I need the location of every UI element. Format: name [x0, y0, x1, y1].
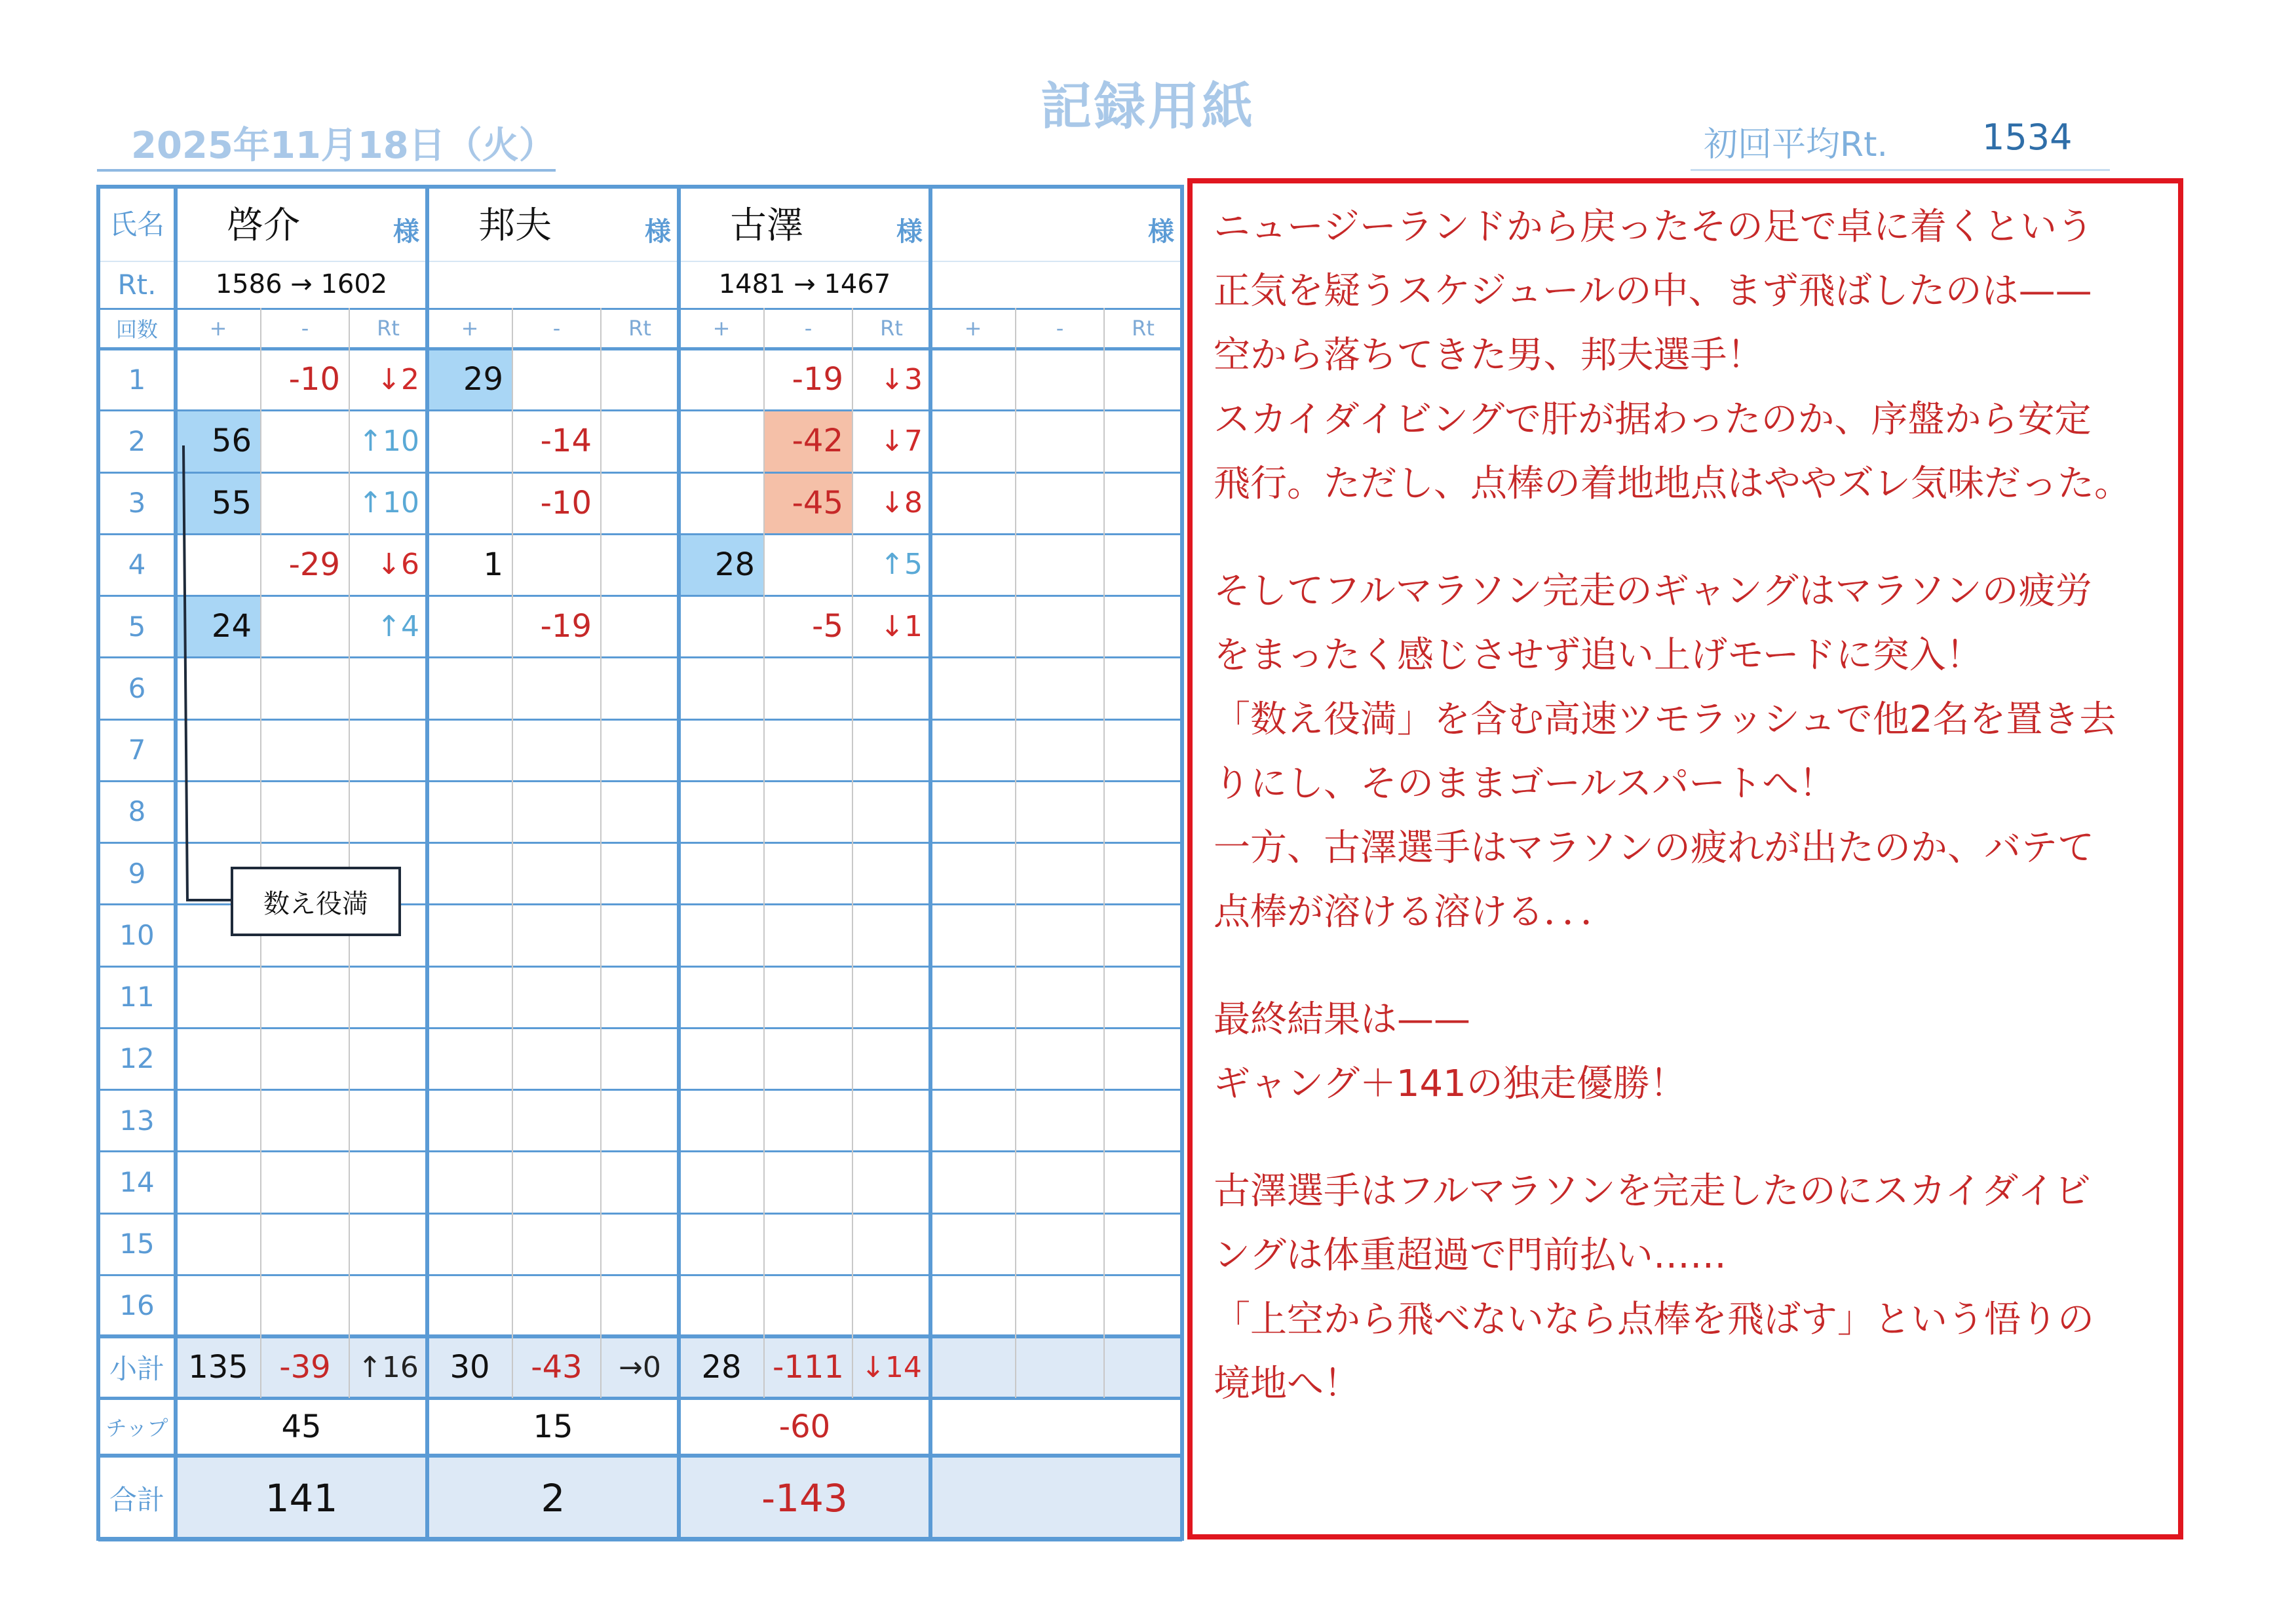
rating-change: [601, 410, 679, 472]
page-title: 記録用紙: [1040, 77, 1255, 136]
subtotal-rating: ↓14: [861, 1350, 922, 1384]
round-number: 1: [128, 363, 146, 396]
player-rating-change: 1586 → 1602: [215, 269, 388, 299]
subtotal-plus: 135: [188, 1349, 248, 1386]
initial-avg-rating-label: 初回平均Rt.: [1704, 125, 1888, 164]
rating-change: [601, 595, 679, 657]
col-header-minus: -: [301, 316, 309, 341]
subtotal-plus: 28: [701, 1349, 742, 1386]
chip-value: -60: [778, 1408, 831, 1445]
rating-change: ↓6: [377, 548, 419, 582]
score-minus: [512, 349, 601, 410]
rating-change: ↓7: [880, 424, 923, 458]
round-number: 8: [128, 795, 146, 828]
commentary-spacer: [1214, 516, 2178, 559]
score-minus: -42: [792, 423, 843, 460]
subtotal-minus: [1016, 1336, 1104, 1398]
honorific-label: 様: [1148, 216, 1174, 247]
commentary-line: 点棒が溶ける溶ける．．．: [1214, 891, 1617, 934]
chip-value: 45: [281, 1408, 322, 1445]
round-number: 11: [119, 981, 155, 1013]
commentary-line: そしてフルマラソン完走のギャングはマラソンの疲労: [1214, 570, 2092, 613]
commentary-line: 飛行。ただし、点棒の着地地点はややズレ気味だった。: [1214, 463, 2131, 505]
initial-avg-underline: [1691, 169, 2110, 171]
round-number: 16: [119, 1289, 155, 1322]
score-minus: -19: [792, 361, 843, 398]
chip-value: [930, 1398, 1182, 1456]
rating-change: [601, 472, 679, 534]
round-number: 5: [128, 610, 146, 643]
commentary-line: 古澤選手はフルマラソンを完走したのにスカイダイビ: [1214, 1170, 2091, 1213]
player-rating-change: 1481 → 1467: [718, 269, 891, 299]
total-value: -143: [761, 1476, 848, 1520]
col-header-plus: +: [461, 316, 479, 341]
commentary-line: ニュージーランドから戻ったその足で卓に着くという: [1214, 206, 2094, 248]
commentary-line: 空から落ちてきた男、邦夫選手！: [1214, 334, 1764, 377]
grid-subline: [1015, 308, 1016, 1398]
commentary-line: 「上空から飛べないなら点棒を飛ばす」という悟りの: [1214, 1298, 2094, 1341]
commentary-line: ングは体重超過で門前払い……: [1214, 1234, 1727, 1277]
honorific-label: 様: [645, 216, 671, 247]
score-plus: 29: [463, 361, 503, 398]
score-minus: -14: [540, 423, 592, 460]
score-minus: -5: [812, 608, 843, 645]
player-name: [930, 185, 1143, 261]
col-header-plus: +: [209, 316, 227, 341]
date-label: 2025年11月18日（火）: [131, 124, 556, 167]
player-rating-change: [427, 261, 679, 308]
col-header-minus: -: [1056, 316, 1064, 341]
subtotal-rating: →0: [619, 1350, 661, 1384]
col-header-rt: Rt: [1132, 316, 1155, 341]
round-number: 7: [128, 734, 146, 766]
commentary-spacer: [1214, 945, 2178, 988]
round-number: 3: [128, 487, 146, 519]
rating-change: ↓2: [377, 362, 419, 396]
total-value: [930, 1456, 1182, 1541]
commentary-line: 正気を疑うスケジュールの中、まず飛ばしたのは——: [1214, 270, 2092, 312]
round-number: 9: [128, 857, 146, 890]
round-number: 12: [119, 1042, 155, 1075]
round-number: 2: [128, 425, 146, 457]
commentary-line: りにし、そのままゴールスパートへ！: [1214, 763, 1836, 805]
col-header-minus: -: [804, 316, 813, 341]
score-plus: 55: [211, 484, 252, 521]
subtotal-rating: [1104, 1336, 1182, 1398]
rating-change: [601, 349, 679, 410]
round-number: 15: [119, 1228, 155, 1260]
score-minus: -19: [540, 608, 592, 645]
rating-change: ↓1: [880, 609, 923, 643]
subtotal-minus: -111: [773, 1349, 844, 1386]
player-rating-change: [930, 261, 1182, 308]
score-plus: [679, 595, 764, 657]
subtotal-plus: [930, 1336, 1016, 1398]
honorific-label: 様: [393, 216, 419, 247]
player-name: 古澤: [730, 204, 803, 247]
chip-value: 15: [533, 1408, 573, 1445]
col-header-rt: Rt: [628, 316, 651, 341]
rating-change: [601, 534, 679, 595]
label-rating: Rt.: [117, 268, 157, 301]
total-value: 141: [265, 1476, 338, 1520]
grid-subline: [1103, 308, 1105, 1398]
score-minus: -10: [288, 361, 340, 398]
subtotal-minus: -43: [531, 1349, 583, 1386]
player-name: 啓介: [227, 204, 300, 247]
round-number: 10: [119, 918, 155, 951]
rating-change: ↑10: [358, 424, 419, 458]
subtotal-minus: -39: [279, 1349, 331, 1386]
col-header-plus: +: [712, 316, 731, 341]
commentary-line: 境地へ！: [1214, 1363, 1360, 1405]
label-round: 回数: [115, 317, 158, 342]
round-number: 14: [119, 1165, 155, 1198]
round-number: 6: [128, 671, 146, 704]
rating-change: ↓3: [880, 362, 923, 396]
score-minus: -10: [540, 484, 592, 521]
score-minus: [512, 534, 601, 595]
score-minus: -29: [288, 546, 340, 583]
col-header-rt: Rt: [880, 316, 903, 341]
score-minus: [764, 534, 852, 595]
label-name: 氏名: [109, 208, 164, 240]
col-header-minus: -: [552, 316, 561, 341]
commentary-line: をまったく感じさせず追い上げモードに突入！: [1214, 634, 1983, 677]
callout-leader-line: [0, 0, 459, 983]
yakuman-callout: 数え役満: [231, 867, 401, 936]
score-minus: -45: [792, 484, 843, 521]
score-plus: 24: [211, 608, 252, 645]
rating-change: ↑4: [377, 609, 419, 643]
round-number: 4: [128, 548, 146, 581]
commentary-box: [1187, 178, 2183, 1539]
honorific-label: 様: [896, 216, 923, 247]
commentary-line: 最終結果は——: [1214, 998, 1470, 1041]
rating-change: ↑10: [358, 486, 419, 520]
col-header-plus: +: [964, 316, 982, 341]
label-chip: チップ: [105, 1416, 168, 1441]
label-total: 合計: [109, 1484, 164, 1516]
score-plus: [679, 472, 764, 534]
rating-change: ↑5: [880, 548, 923, 582]
commentary-line: 一方、古澤選手はマラソンの疲れが出たのか、バテて: [1214, 827, 2094, 869]
subtotal-plus: 30: [450, 1349, 490, 1386]
col-header-rt: Rt: [377, 316, 400, 341]
round-number: 13: [119, 1104, 155, 1137]
rating-change: ↓8: [880, 486, 923, 520]
score-plus: 56: [211, 423, 252, 460]
label-subtotal: 小計: [109, 1353, 164, 1385]
total-value: 2: [541, 1476, 565, 1520]
player-name: 邦夫: [478, 204, 552, 247]
commentary-line: スカイダイビングで肝が据わったのか、序盤から安定: [1214, 398, 2092, 441]
score-plus: 28: [714, 546, 755, 583]
commentary-line: ギャング＋141の独走優勝！: [1214, 1063, 1687, 1105]
initial-avg-rating-value: 1534: [1982, 117, 2073, 158]
score-plus: [679, 410, 764, 472]
commentary-line: 「数え役満」を含む高速ツモラッシュで他2名を置き去: [1214, 698, 2116, 741]
commentary-spacer: [1214, 1116, 2178, 1160]
score-plus: [679, 349, 764, 410]
subtotal-rating: ↑16: [358, 1350, 419, 1384]
score-plus: 1: [483, 546, 503, 583]
